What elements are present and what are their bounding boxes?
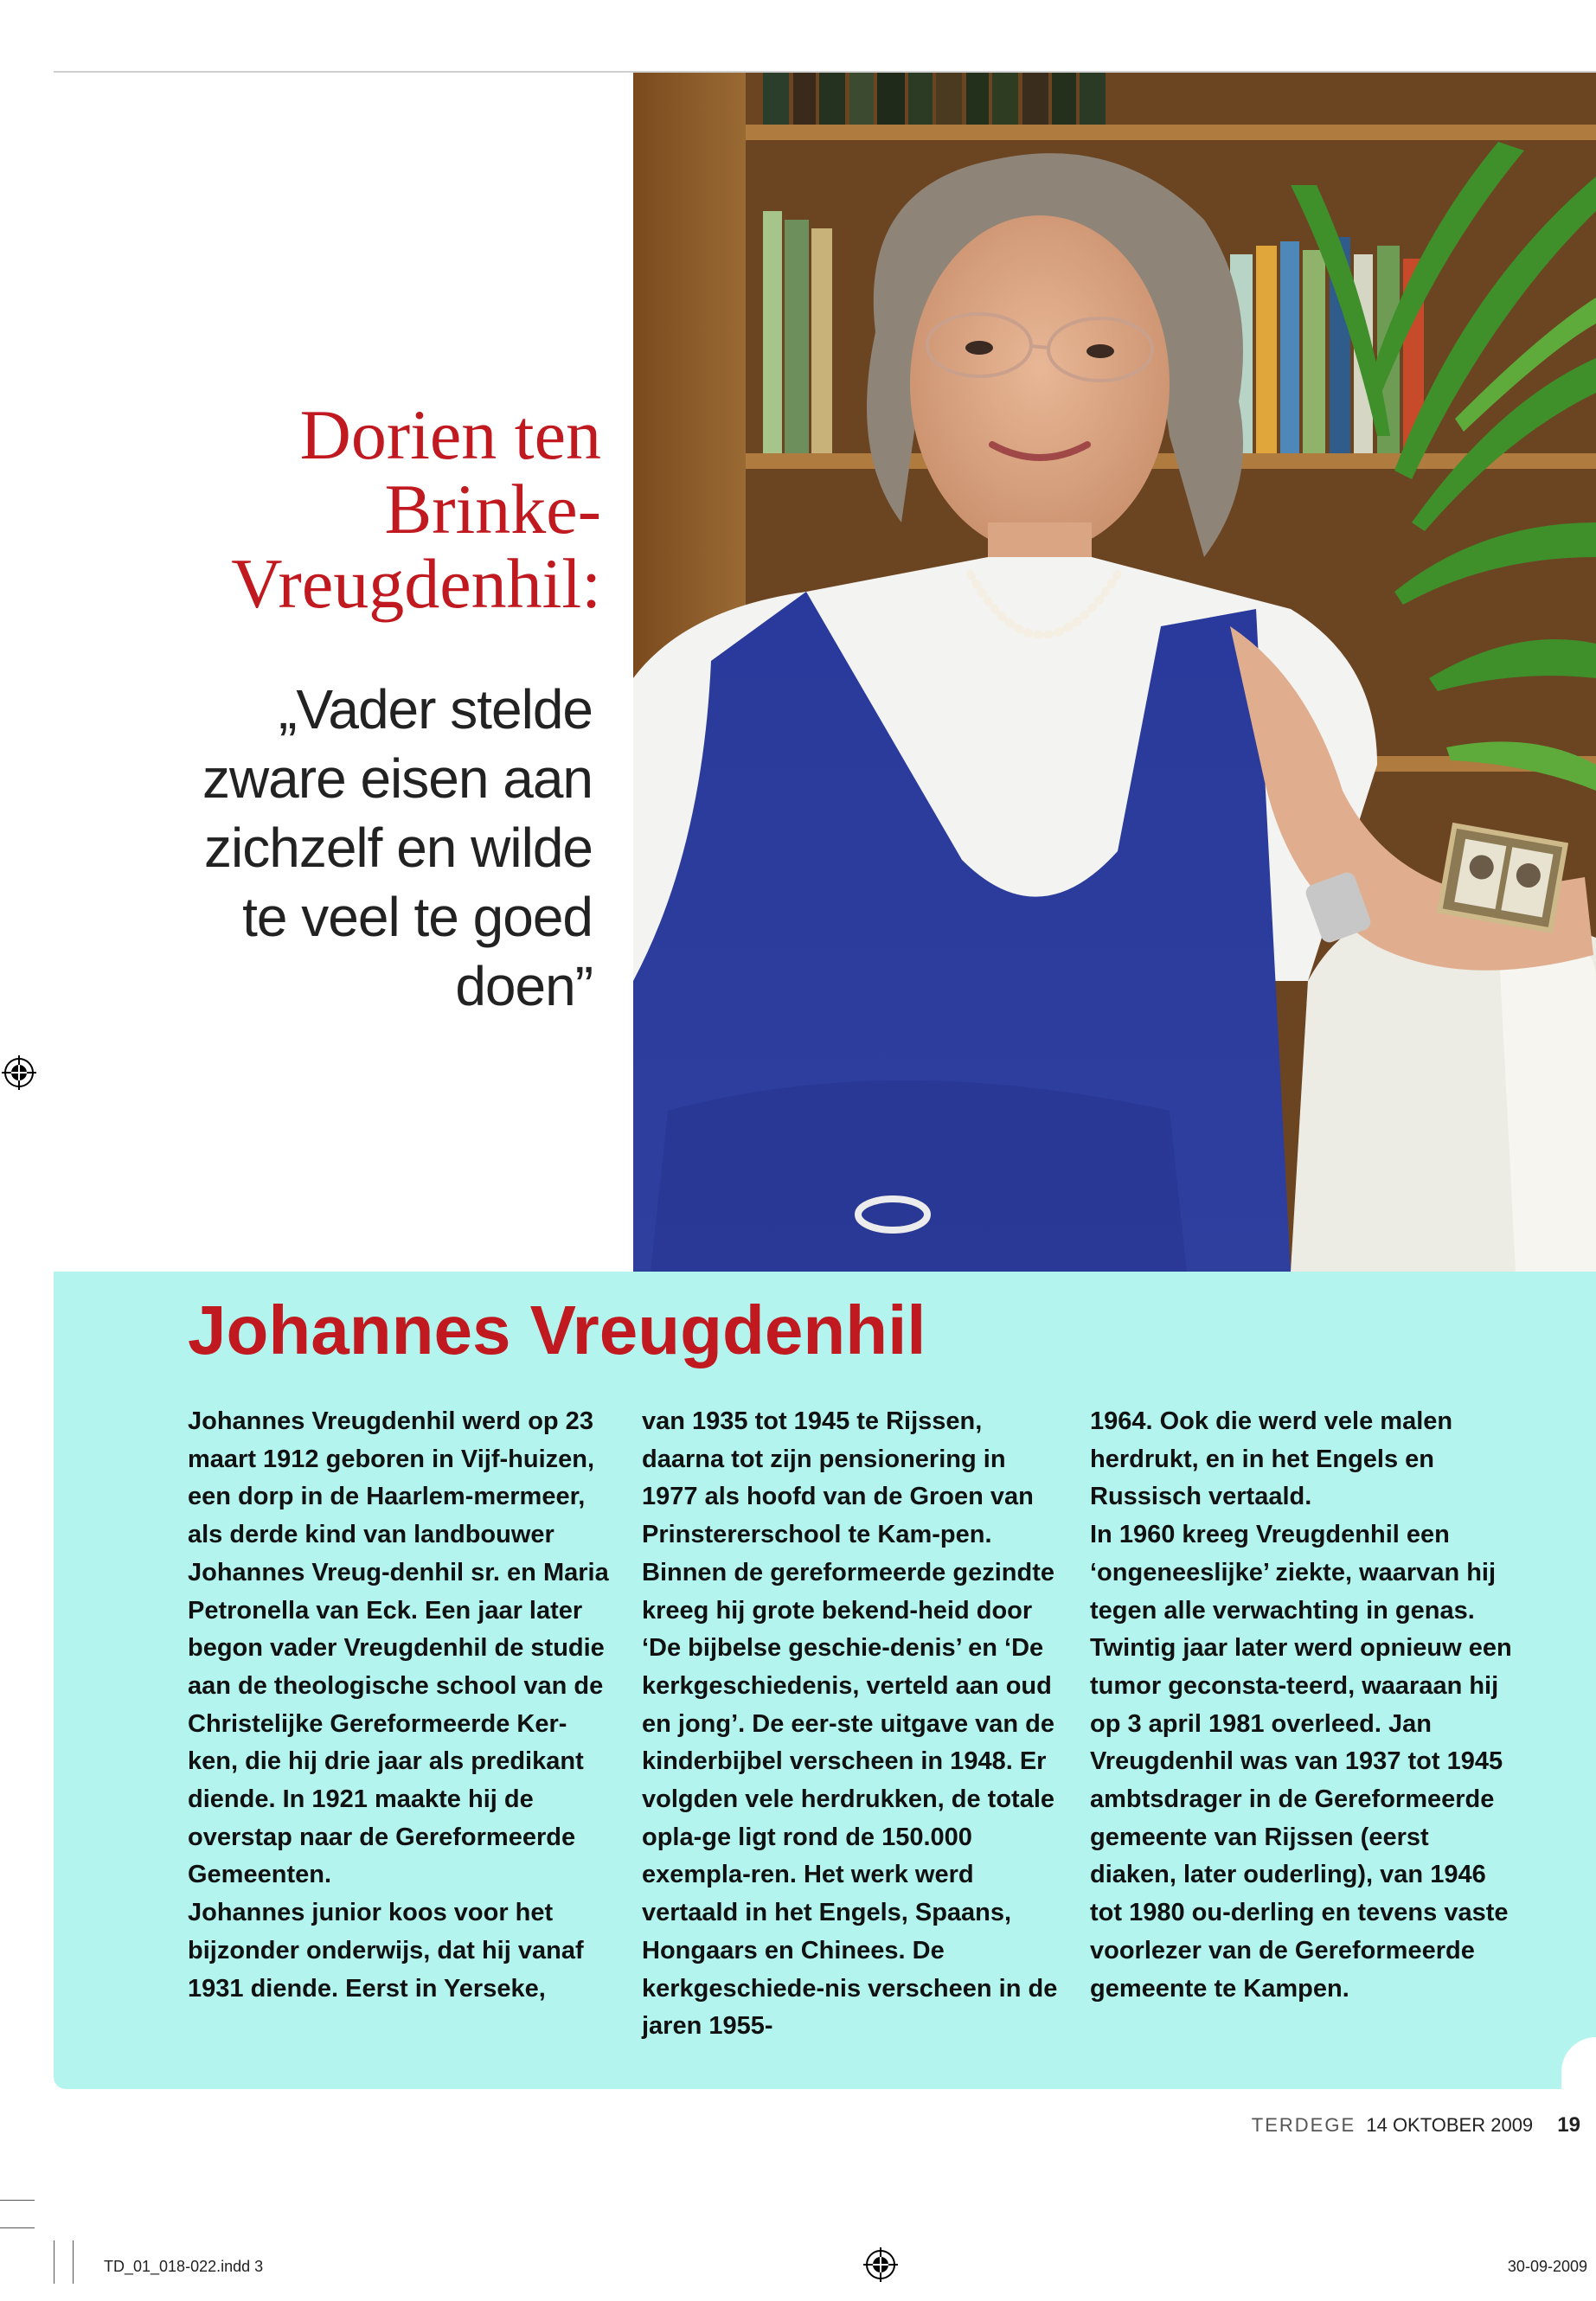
crop-mark xyxy=(73,2240,74,2284)
biography-box xyxy=(54,1272,1596,2089)
quote-line: zichzelf en wilde xyxy=(204,817,593,879)
paragraph: Johannes Vreugdenhil werd op 23 maart 1912 geboren in Vijf-huizen, een dorp in de Haarlem-mermeer, als derde kind van landbouwer Johannes Vreug-denhil sr. en Maria Petronella van Eck. Een jaar later begon vader Vreugdenhil de studie aan de theologische school van de Christelijke Gereformeerde Ker-ken, die hij drie jaar als predikant diende. In 1921 maakte hij de overstap naar de Gereformeerde Gemeenten. xyxy=(188,1407,609,1889)
box-corner xyxy=(1561,2037,1596,2089)
portrait-photo xyxy=(633,73,1596,1272)
registration-mark-icon xyxy=(863,2247,898,2282)
biography-column-3 xyxy=(1090,1403,1514,2008)
quote-line: te veel te goed xyxy=(242,886,593,948)
pull-quote xyxy=(143,675,593,1021)
paragraph: In 1960 kreeg Vreugdenhil een ‘ongeneeslijke’ ziekte, waarvan hij tegen alle verwachting in genas. Twintig jaar later werd opnieuw een tumor geconsta-teerd, waaraan hij op 3 april 1981 overleed. Jan Vreugdenhil was van 1937 tot 1945 ambtsdrager in de Gereformeerde gemeente van Rijssen (eerst diaken, later ouderling), van 1946 tot 1980 ou-derling en tevens vaste voorlezer van de Gereformeerde gemeente te Kampen. xyxy=(1090,1521,1512,2003)
magazine-name: TERDEGE xyxy=(1251,2114,1356,2136)
interview-headline xyxy=(117,395,601,623)
paragraph: van 1935 tot 1945 te Rijssen, daarna tot zijn pensionering in 1977 als hoofd van de Groen van Prinstererschool te Kam-pen. Binnen de gereformeerde gezindte kreeg hij grote bekend-heid door ‘De bijbelse geschie-denis’ en ‘De kerkgeschiedenis, verteld aan oud en jong’. De eer-ste uitgave van de kinderbijbel verscheen in 1948. Er volgden vele herdrukken, de totale opla-ge ligt rond de 150.000 exempla-ren. Het werk werd vertaald in het Engels, Spaans, Hongaars en Chinees. De kerkgeschiede-nis verscheen in de jaren 1955- xyxy=(642,1407,1058,2041)
headline-line: Dorien ten xyxy=(299,395,601,474)
headline-line: Brinke- xyxy=(384,470,601,548)
paragraph: 1964. Ook die werd vele malen herdrukt, en in het Engels en Russisch vertaald. xyxy=(1090,1407,1453,1511)
quote-line: doen” xyxy=(455,955,593,1017)
quote-line: zware eisen aan xyxy=(202,747,593,810)
page-footer xyxy=(1252,2113,1580,2138)
issue-date: 14 OKTOBER 2009 xyxy=(1366,2114,1534,2136)
registration-mark-icon xyxy=(2,1055,36,1090)
paragraph: Johannes junior koos voor het bijzonder onderwijs, dat hij vanaf 1931 diende. Eerst in Yerseke, xyxy=(188,1899,584,2003)
crop-mark xyxy=(0,2200,35,2201)
biography-column-1 xyxy=(188,1403,612,2008)
slug-filename: TD_01_018-022.indd 3 xyxy=(104,2258,264,2275)
slug-date: 30-09-2009 xyxy=(1507,2258,1587,2275)
quote-line: „Vader stelde xyxy=(279,678,593,740)
headline-line: Vreugdenhil: xyxy=(231,544,601,623)
crop-mark xyxy=(0,2227,35,2228)
biography-column-2 xyxy=(642,1403,1066,2046)
page-number: 19 xyxy=(1557,2113,1580,2137)
biography-title: Johannes Vreugdenhil xyxy=(188,1292,926,1368)
